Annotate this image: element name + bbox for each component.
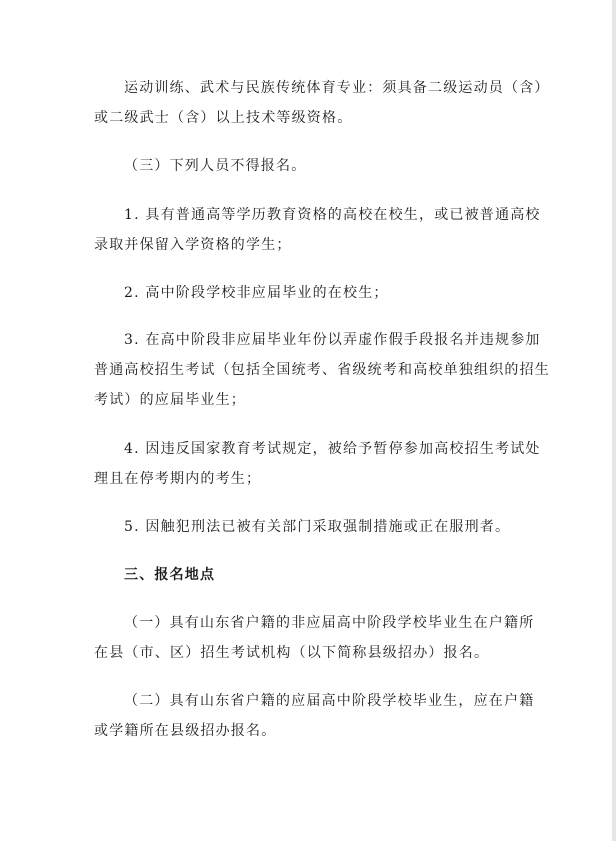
text-line: 理且在停考期内的考生；: [94, 471, 262, 487]
text-line: 运动训练、武术与民族传统体育专业：须具备二级运动员（含）: [124, 80, 550, 96]
heading-text: 三、报名地点: [124, 567, 216, 583]
text-line: 录取并保留入学资格的学生；: [94, 237, 292, 253]
restriction-item-3: [94, 325, 550, 415]
section-heading-locations: [94, 560, 524, 590]
paragraph-sports-requirement: [94, 73, 550, 133]
text-line: 在县（市、区）招生考试机构（以下简称县级招办）报名。: [94, 645, 490, 661]
text-line: 考试）的应届毕业生；: [94, 392, 246, 408]
restriction-item-2: [94, 278, 524, 308]
text-line: 3. 在高中阶段非应届毕业年份以弄虚作假手段报名并违规参加: [124, 332, 541, 348]
text-line: 2. 高中阶段学校非应届毕业的在校生；: [124, 285, 389, 301]
location-item-2: [94, 686, 535, 746]
text-line: 4. 因违反国家教育考试规定，被给予暂停参加高校招生考试处: [124, 441, 541, 457]
text-line: （二）具有山东省户籍的应届高中阶段学校毕业生，应在户籍: [124, 693, 535, 709]
text-line: （一）具有山东省户籍的非应届高中阶段学校毕业生在户籍所: [124, 615, 535, 631]
text-line: 或二级武士（含）以上技术等级资格。: [94, 110, 353, 126]
text-line: （三）下列人员不得报名。: [124, 158, 307, 174]
text-line: 1. 具有普通高等学历教育资格的高校在校生，或已被普通高校: [124, 207, 541, 223]
restriction-item-4: [94, 434, 541, 494]
text-line: 或学籍所在县级招办报名。: [94, 723, 277, 739]
restriction-item-1: [94, 200, 541, 260]
text-line: 普通高校招生考试（包括全国统考、省级统考和高校单独组织的招生: [94, 362, 550, 378]
page-edge-divider: [612, 0, 616, 841]
location-item-1: [94, 608, 535, 668]
subheading-restrictions: [94, 151, 524, 181]
text-line: 5. 因触犯刑法已被有关部门采取强制措施或正在服刑者。: [124, 519, 511, 535]
restriction-item-5: [94, 512, 524, 542]
